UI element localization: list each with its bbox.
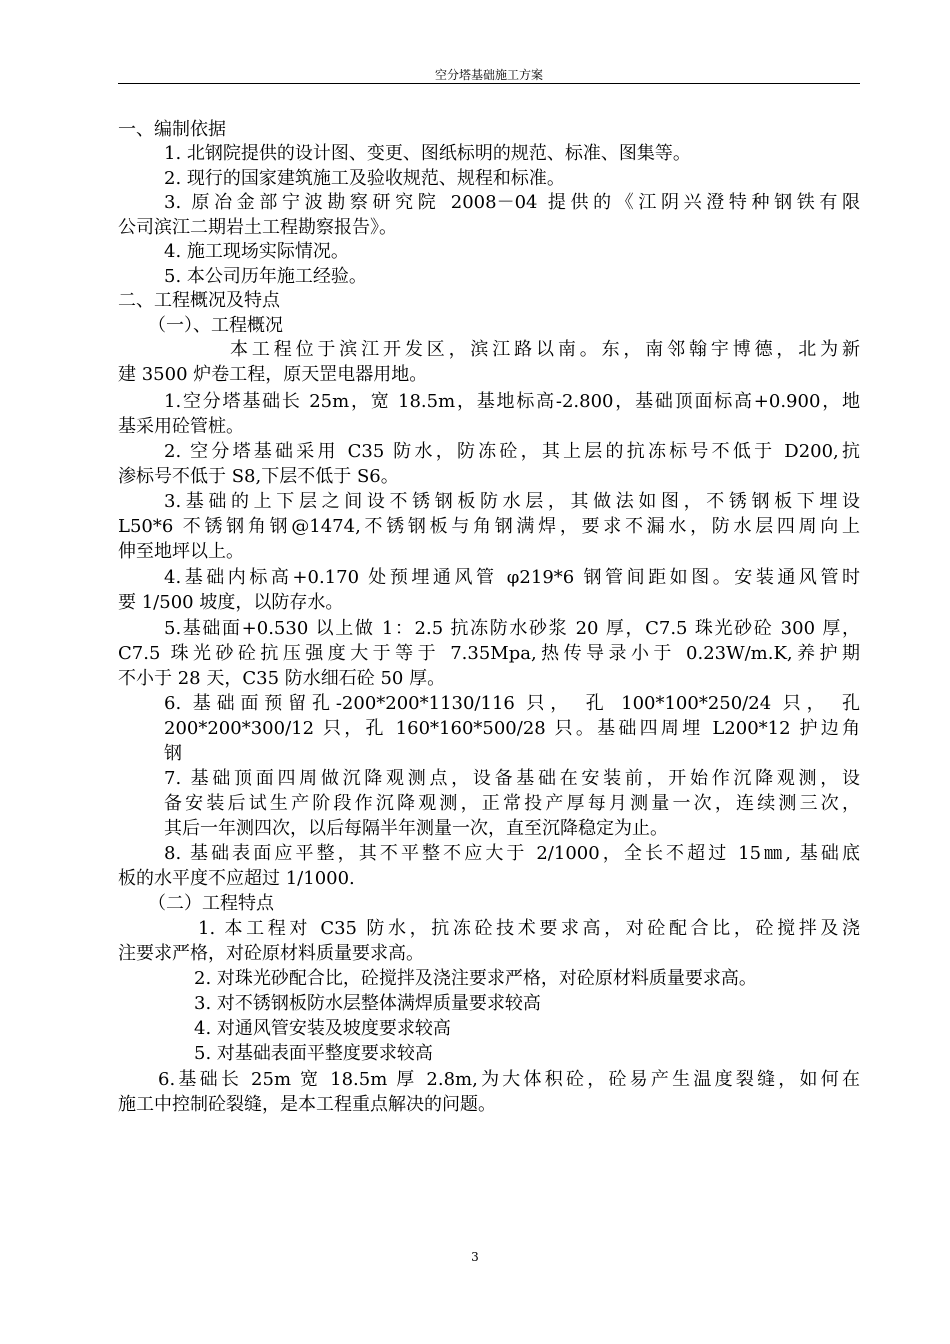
text-line: 2. 空分塔基础采用 C35 防水，防冻砼，其上层的抗冻标号不低于 D200,抗: [164, 441, 860, 462]
text-line: 渗标号不低于 S8,下层不低于 S6。: [118, 466, 399, 487]
text-line: 5. 本公司历年施工经验。: [164, 266, 367, 287]
text-line: 4.基础内标高+0.170 处预埋通风管 φ219*6 钢管间距如图。安装通风管时: [164, 567, 860, 588]
text-line: 1. 本工程对 C35 防水，抗冻砼技术要求高，对砼配合比，砼搅拌及浇: [198, 918, 860, 939]
text-line: 建 3500 炉卷工程，原天罡电器用地。: [118, 364, 428, 385]
text-line: 4. 对通风管安装及坡度要求较高: [194, 1018, 451, 1039]
text-line: 3. 对不锈钢板防水层整体满焊质量要求较高: [194, 993, 541, 1014]
text-line: 3.基础的上下层之间设不锈钢板防水层，其做法如图，不锈钢板下埋设: [164, 491, 860, 512]
subheading-overview: （一）、工程概况: [148, 315, 283, 336]
header-divider: [118, 83, 860, 84]
text-line: 本工程位于滨江开发区，滨江路以南。东，南邻翰宇博德，北为新: [230, 339, 860, 360]
text-line: L50*6 不锈钢角钢@1474,不锈钢板与角钢满焊，要求不漏水，防水层四周向上: [118, 516, 860, 537]
page-header-title: 空分塔基础施工方案: [434, 68, 543, 82]
text-line: 基采用砼管桩。: [118, 416, 244, 437]
text-line: 1.空分塔基础长 25m，宽 18.5m，基地标高-2.800，基础顶面标高+0.900，地: [164, 391, 860, 412]
text-line: 4. 施工现场实际情况。: [164, 241, 349, 262]
text-line: 8. 基础表面应平整，其不平整不应大于 2/1000，全长不超过 15㎜, 基础底: [164, 843, 860, 864]
text-line: 6. 基础面预留孔-200*200*1130/116 只， 孔 100*100*250/24 只， 孔: [164, 693, 860, 714]
text-line: 200*200*300/12 只，孔 160*160*500/28 只。基础四周埋 L200*12 护边角: [164, 718, 860, 739]
text-line: 板的水平度不应超过 1/1000.: [118, 868, 355, 889]
text-line: 要 1/500 坡度，以防存水。: [118, 592, 344, 613]
heading-basis: 一、编制依据: [118, 119, 226, 140]
subheading-features: （二）工程特点: [148, 893, 274, 914]
text-line: 钢: [164, 743, 182, 764]
text-line: 6.基础长 25m 宽 18.5m 厚 2.8m,为大体积砼，砼易产生温度裂缝，如何在: [158, 1069, 860, 1090]
text-line: 5. 对基础表面平整度要求较高: [194, 1043, 433, 1064]
text-line: 1. 北钢院提供的设计图、变更、图纸标明的规范、标准、图集等。: [164, 143, 691, 164]
text-line: 2. 对珠光砂配合比，砼搅拌及浇注要求严格，对砼原材料质量要求高。: [194, 968, 757, 989]
text-line: C7.5 珠光砂砼抗压强度大于等于 7.35Mpa,热传导录小于 0.23W/m.K,养护期: [118, 643, 860, 664]
text-line: 公司滨江二期岩土工程勘察报告》。: [118, 217, 397, 238]
text-line: 备安装后试生产阶段作沉降观测，正常投产厚每月测量一次，连续测三次，: [164, 793, 860, 814]
text-line: 施工中控制砼裂缝，是本工程重点解决的问题。: [118, 1094, 496, 1115]
page-number: 3: [471, 1250, 479, 1264]
text-line: 5.基础面+0.530 以上做 1：2.5 抗冻防水砂浆 20 厚，C7.5 珠光砂砼 300 厚，: [164, 618, 860, 639]
text-line: 其后一年测四次，以后每隔半年测量一次，直至沉降稳定为止。: [164, 818, 668, 839]
text-line: 3. 原冶金部宁波勘察研究院 2008－04 提供的《江阴兴澄特种钢铁有限: [164, 192, 860, 213]
text-line: 7. 基础顶面四周做沉降观测点，设备基础在安装前，开始作沉降观测，设: [164, 768, 860, 789]
text-line: 伸至地坪以上。: [118, 541, 244, 562]
heading-overview: 二、工程概况及特点: [118, 290, 280, 311]
text-line: 不小于 28 天，C35 防水细石砼 50 厚。: [118, 668, 446, 689]
text-line: 注要求严格，对砼原材料质量要求高。: [118, 943, 424, 964]
text-line: 2. 现行的国家建筑施工及验收规范、规程和标准。: [164, 168, 565, 189]
